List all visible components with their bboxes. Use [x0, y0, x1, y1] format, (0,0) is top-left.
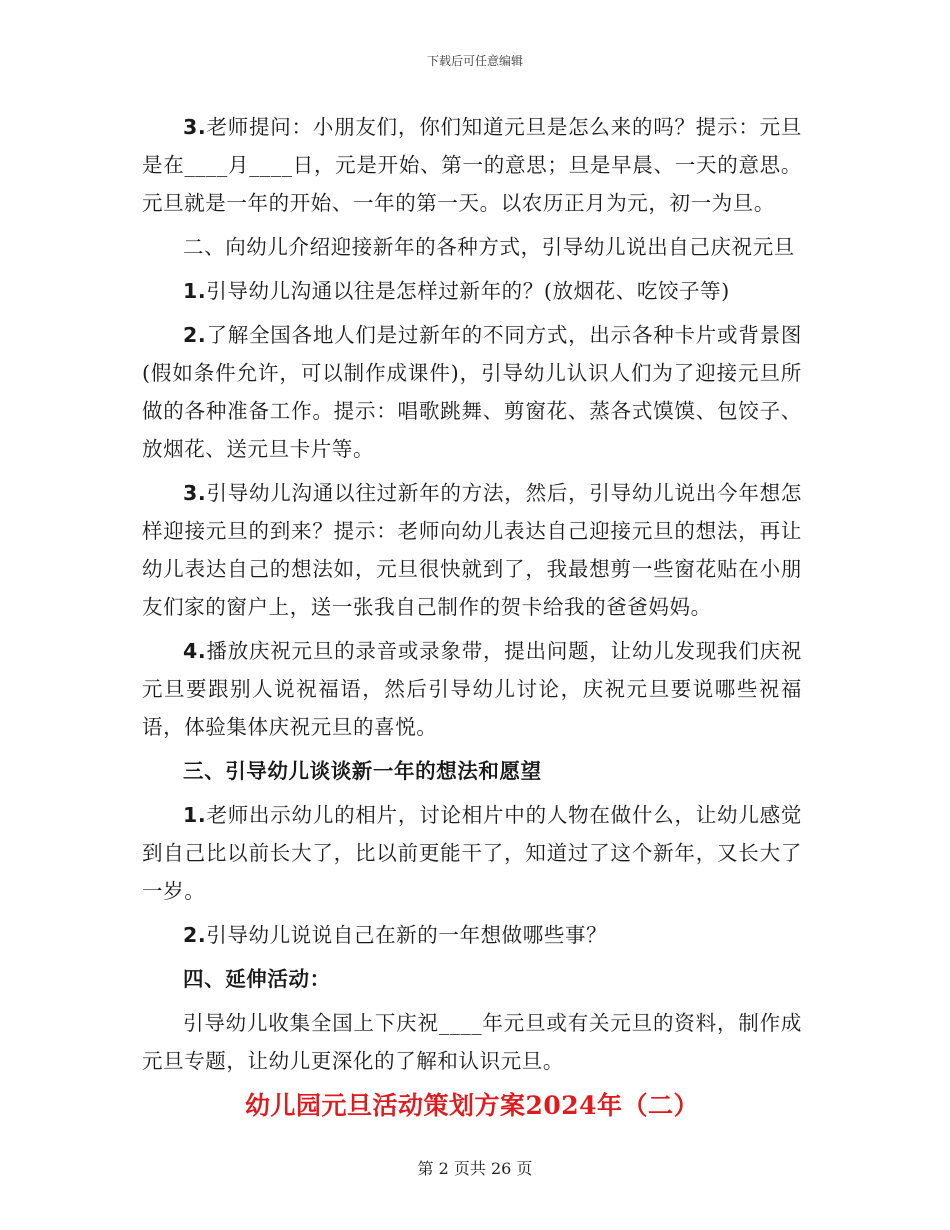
- section-4-heading: 四、延伸活动：: [183, 967, 331, 991]
- item-number: 3.: [183, 481, 207, 505]
- section-3-item-2: [142, 916, 802, 954]
- section-2-item-4: [142, 632, 802, 746]
- paragraph-text: 播放庆祝元旦的录音或录象带，提出问题，让幼儿发现我们庆祝元旦要跟别人说祝福语，然后引导幼儿讨论，庆祝元旦要说哪些祝福语，体验集体庆祝元旦的喜悦。: [142, 639, 802, 739]
- paragraph-text: 老师提问：小朋友们，你们知道元旦是怎么来的吗？提示：元旦是在____月____日，元是开始、第一的意思；旦是早晨、一天的意思。元旦就是一年的开始、一年的第一天。以农历正月为元，初一为旦。: [142, 115, 802, 215]
- item-number: 1.: [183, 803, 207, 827]
- page-footer: 第 2 页共 26 页: [417, 1159, 533, 1178]
- section-3-item-1: [142, 796, 802, 910]
- item-number: 2.: [183, 923, 207, 947]
- item-number: 1.: [183, 279, 207, 303]
- paragraph-text: 引导幼儿说说自己在新的一年想做哪些事？: [206, 923, 608, 947]
- next-section-title: 幼儿园元旦活动策划方案2024年（二）: [244, 1091, 700, 1120]
- section-2-item-2: [142, 316, 802, 468]
- item-number: 4.: [183, 639, 207, 663]
- section-4-text: 引导幼儿收集全国上下庆祝____年元旦或有关元旦的资料，制作成元旦专题，让幼儿更深化的了解和认识元旦。: [142, 1011, 802, 1073]
- paragraph-intro-question: [142, 108, 802, 222]
- paragraph-text: 二、向幼儿介绍迎接新年的各种方式，引导幼儿说出自己庆祝元旦: [183, 235, 795, 259]
- page-header: 下载后可任意编辑: [426, 54, 523, 68]
- item-number: 3.: [183, 115, 207, 139]
- section-2-item-3: [142, 474, 802, 626]
- document-body: [142, 108, 802, 1132]
- paragraph-text: 老师出示幼儿的相片，讨论相片中的人物在做什么，让幼儿感觉到自己比以前长大了，比以前更能干了，知道过了这个新年，又长大了一岁。: [142, 803, 802, 903]
- paragraph-text: 引导幼儿沟通以往过新年的方法，然后，引导幼儿说出今年想怎样迎接元旦的到来？提示：老师向幼儿表达自己迎接元旦的想法，再让幼儿表达自己的想法如，元旦很快就到了，我最想剪一些窗花贴在小朋友们家的窗户上，送一张我自己制作的贺卡给我的爸爸妈妈。: [142, 481, 802, 619]
- paragraph-text: 了解全国各地人们是过新年的不同方式，出示各种卡片或背景图(假如条件允许，可以制作成课件)，引导幼儿认识人们为了迎接元旦所做的各种准备工作。提示：唱歌跳舞、剪窗花、蒸各式馍馍、包饺子、放烟花、送元旦卡片等。: [142, 323, 802, 461]
- paragraph-text: 引导幼儿沟通以往是怎样过新年的？(放烟花、吃饺子等): [206, 279, 730, 303]
- section-2-item-1: [142, 272, 802, 310]
- item-number: 2.: [183, 323, 207, 347]
- section-2-heading: [142, 228, 802, 266]
- section-3-heading: 三、引导幼儿谈谈新一年的想法和愿望: [183, 759, 542, 783]
